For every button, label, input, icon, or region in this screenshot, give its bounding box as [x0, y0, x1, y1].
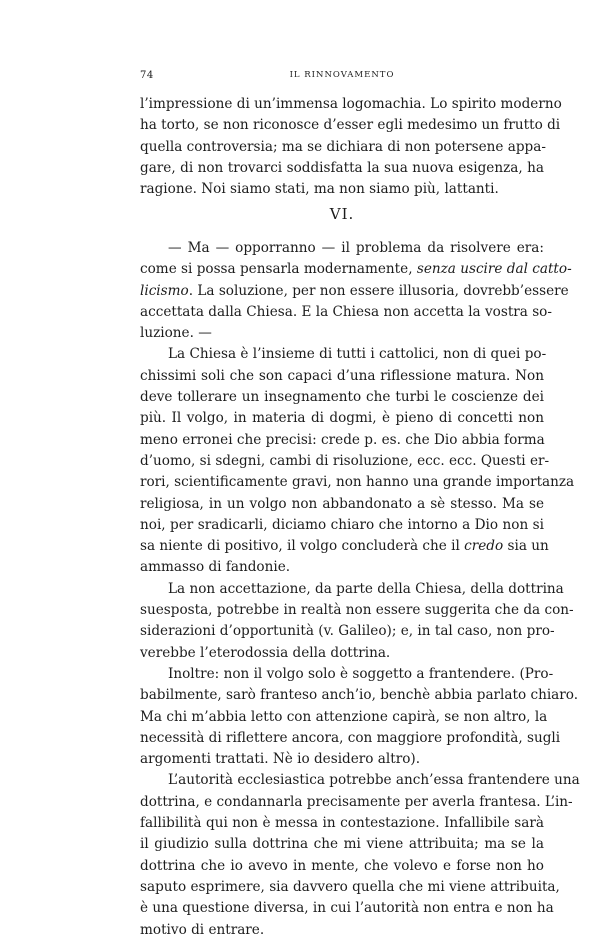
text-line — [140, 281, 569, 302]
text-line: babilmente, sarò franteso anch’io, benchè abbia parlato chiaro. — [140, 687, 579, 704]
text-line: verebbe l’eterodossia della dottrina. — [140, 644, 391, 661]
text-line: gare, di non trovarci soddisfatta la sua nuova esigenza, ha — [140, 159, 544, 176]
text-line: noi, per sradicarli, diciamo chiaro che intorno a Dio non si — [140, 516, 544, 533]
text-line: motivo di entrare. — [140, 921, 265, 938]
text-line: L’autorità ecclesiastica potrebbe anch’essa frantendere una — [168, 772, 580, 789]
text-line — [140, 536, 549, 557]
text-line: La Chiesa è l’insieme di tutti i cattolici, non di quei po- — [168, 346, 547, 363]
text-line: ha torto, se non riconosce d’esser egli medesimo un frutto di — [140, 117, 561, 134]
text-line: l’impressione di un’immensa logomachia. Lo spirito moderno — [140, 96, 562, 112]
text-line: necessità di riflettere ancora, con maggiore profondità, sugli — [140, 729, 561, 746]
text-line: fallibilità qui non è messa in contestazione. Infallibile sarà — [140, 815, 544, 832]
text-span: come si possa pensarla modernamente, — [140, 261, 417, 278]
paragraph-continuation — [140, 94, 562, 200]
page-number: 74 — [140, 70, 154, 81]
text-line: Inoltre: non il volgo solo è soggetto a frantendere. (Pro- — [168, 665, 554, 682]
section-body — [140, 238, 580, 941]
text-line: La non accettazione, da parte della Chiesa, della dottrina — [168, 580, 564, 597]
text-line — [140, 259, 572, 280]
text-line: dottrina, e condannarla precisamente per averla frantesa. L’in- — [140, 793, 573, 810]
text-line: Ma chi m’abbia letto con attenzione capirà, se non altro, la — [140, 708, 548, 725]
text-line: argomenti trattati. Nè io desidero altro). — [140, 751, 421, 768]
text-line: è una questione diversa, in cui l’autorità non entra e non ha — [140, 900, 554, 917]
text-line: il giudizio sulla dottrina che mi viene attribuita; ma se la — [140, 836, 544, 853]
text-span: sa niente di positivo, il volgo concluderà che il — [140, 538, 465, 555]
italic-span: licismo — [140, 282, 189, 299]
text-span: sia un — [503, 538, 549, 555]
text-line: rori, scientificamente gravi, non hanno una grande importanza — [140, 474, 575, 491]
text-line: — Ma — opporranno — il problema da risolvere era: — [168, 240, 544, 256]
section-heading: VI. — [329, 205, 355, 223]
text-line: siderazioni d’opportunità (v. Galileo); e, in tal caso, non pro- — [140, 623, 555, 640]
text-line: accettata dalla Chiesa. E la Chiesa non accetta la vostra so- — [140, 303, 552, 320]
text-line: dottrina che io avevo in mente, che volevo e forse non ho — [140, 857, 544, 874]
text-line: chissimi soli che son capaci d’una riflessione matura. Non — [140, 367, 544, 384]
text-line: deve tollerare un insegnamento che turbi le coscienze dei — [140, 389, 544, 406]
italic-span: credo — [464, 538, 504, 555]
text-line: ammasso di fandonie. — [140, 559, 291, 576]
text-line: d’uomo, si sdegni, cambi di risoluzione, ecc. ecc. Questi er- — [140, 452, 550, 469]
text-line: quella controversia; ma se dichiara di non potersene appa- — [140, 138, 546, 155]
text-line: luzione. — — [140, 325, 212, 342]
text-line: meno erronei che precisi: crede p. es. che Dio abbia forma — [140, 431, 545, 448]
italic-span: senza uscire dal catto- — [416, 261, 572, 278]
running-head — [140, 70, 544, 84]
text-line: più. Il volgo, in materia di dogmi, è pieno di concetti non — [140, 410, 544, 427]
text-line: suesposta, potrebbe in realtà non essere suggerita che da con- — [140, 602, 574, 619]
text-span: . La soluzione, per non essere illusoria, dovrebb’essere — [188, 282, 569, 299]
text-line: saputo esprimere, sia davvero quella che mi viene attribuita, — [140, 878, 560, 895]
text-line: religiosa, in un volgo non abbandonato a sè stesso. Ma se — [140, 495, 544, 512]
running-title: IL RINNOVAMENTO — [289, 70, 395, 80]
text-line: ragione. Noi siamo stati, ma non siamo più, lattanti. — [140, 181, 499, 198]
